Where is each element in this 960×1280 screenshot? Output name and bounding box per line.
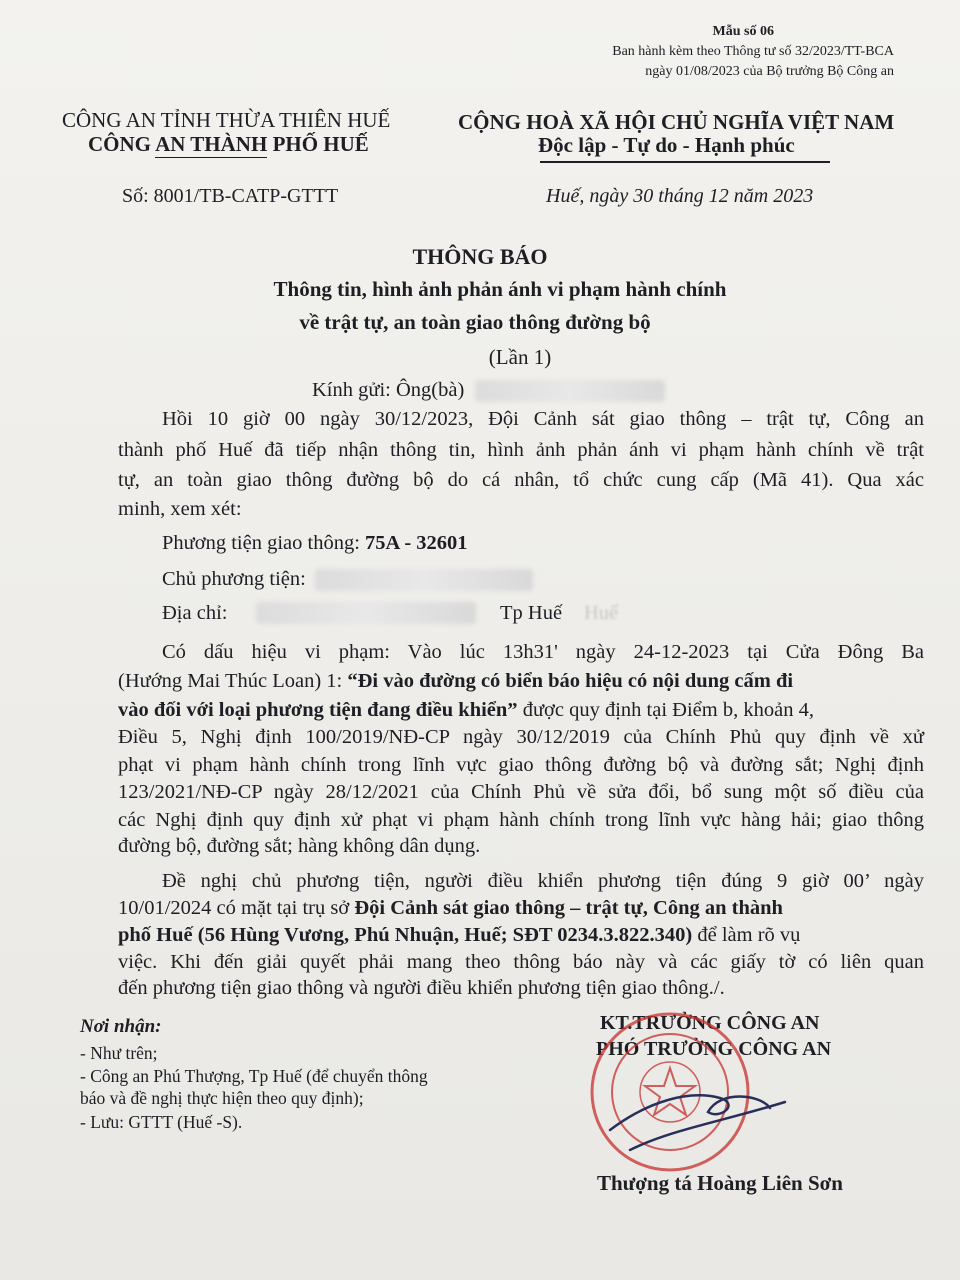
sign-title-1: KT.TRƯỞNG CÔNG AN — [600, 1012, 820, 1034]
violation-line-7: các Nghị định quy định xử phạt vi phạm hành chính trong lĩnh vực hàng hải; giao thông — [118, 809, 924, 831]
form-source — [612, 42, 894, 82]
request-line-3 — [118, 924, 800, 947]
request-line-1: Đề nghị chủ phương tiện, người điều khiển phương tiện đúng 9 giờ 00’ ngày — [162, 870, 924, 892]
intro-line-4: minh, xem xét: — [118, 498, 242, 520]
violation-line-8: đường bộ, đường sắt; hàng không dân dụng. — [118, 835, 481, 857]
violation-line-1: Có dấu hiệu vi phạm: Vào lúc 13h31' ngày 24-12-2023 tại Cửa Đông Ba — [162, 641, 924, 663]
national-motto: Độc lập - Tự do - Hạnh phúc — [538, 133, 795, 157]
recipient-item: - Như trên; — [80, 1043, 158, 1063]
violation-line-2a: (Hướng Mai Thúc Loan) 1: — [118, 670, 348, 692]
redacted-owner — [315, 569, 533, 591]
violation-line-4: Điều 5, Nghị định 100/2019/NĐ-CP ngày 30/12/2019 của Chính Phủ quy định về xử — [118, 726, 924, 748]
request-line-5: đến phương tiện giao thông và người điều khiển phương tiện giao thông./. — [118, 977, 725, 999]
document-title: THÔNG BÁO — [412, 244, 548, 269]
request-line-3b: để làm rõ vụ — [692, 924, 801, 946]
violation-quote-1: “Đi vào đường có biển báo hiệu có nội dung cấm đi — [347, 670, 794, 692]
addressee-label: Kính gửi: Ông(bà) — [312, 379, 465, 401]
signer-name: Thượng tá Hoàng Liên Sơn — [597, 1171, 843, 1195]
place-date: Huế, ngày 30 tháng 12 năm 2023 — [546, 185, 814, 207]
addressee — [312, 379, 665, 402]
sign-title-2: PHÓ TRƯỞNG CÔNG AN — [596, 1038, 832, 1060]
violation-line-6: 123/2021/NĐ-CP ngày 28/12/2021 của Chính Phủ về sửa đổi, bổ sung một số điều của — [118, 781, 924, 803]
vehicle-plate: 75A - 32601 — [365, 532, 468, 554]
form-number: Mẫu số 06 — [712, 24, 774, 39]
request-line-2 — [118, 897, 783, 920]
request-line-2a: 10/01/2024 có mặt tại trụ sở — [118, 897, 355, 919]
document-number: Số: 8001/TB-CATP-GTTT — [122, 185, 339, 207]
notice-count: (Lần 1) — [488, 345, 552, 369]
request-address: phố Huế (56 Hùng Vương, Phú Nhuận, Huế; SĐT 0234.3.822.340) — [118, 924, 693, 946]
recipient-item: - Công an Phú Thượng, Tp Huế (để chuyển thông — [80, 1066, 428, 1086]
agency-name — [88, 132, 369, 157]
nation-title: CỘNG HOÀ XÃ HỘI CHỦ NGHĨA VIỆT NAM — [458, 110, 895, 134]
vehicle-line — [162, 532, 468, 555]
recipient-item: báo và đề nghị thực hiện theo quy định); — [80, 1088, 364, 1108]
intro-line-3: tự, an toàn giao thông đường bộ do cá nhân, tổ chức cung cấp (Mã 41). Qua xác — [118, 469, 924, 491]
document-subtitle-2: về trật tự, an toàn giao thông đường bộ — [299, 310, 651, 334]
recipients-heading: Nơi nhận: — [80, 1016, 162, 1037]
address-label: Địa chỉ: — [162, 602, 228, 624]
violation-line-3 — [118, 699, 814, 722]
violation-quote-2: vào đối với loại phương tiện đang điều khiển” — [118, 699, 518, 721]
motto-underline — [540, 161, 830, 163]
official-seal-icon — [570, 1010, 810, 1180]
recipient-item: - Lưu: GTTT (Huế -S). — [80, 1112, 243, 1132]
document-subtitle-1: Thông tin, hình ảnh phản ánh vi phạm hành chính — [273, 277, 727, 301]
intro-line-1: Hồi 10 giờ 00 ngày 30/12/2023, Đội Cảnh sát giao thông – trật tự, Công an — [162, 408, 924, 430]
violation-line-5: phạt vi phạm hành chính trong lĩnh vực giao thông đường bộ và đường sắt; Nghị định — [118, 754, 924, 776]
owner-label: Chủ phương tiện: — [162, 568, 306, 590]
violation-line-2 — [118, 670, 793, 693]
agency-name-part-a: CÔNG — [88, 132, 156, 156]
redacted-address — [256, 602, 476, 624]
form-source-line-2: ngày 01/08/2023 của Bộ trưởng Bộ Công an — [645, 64, 894, 79]
form-source-line-1: Ban hành kèm theo Thông tư số 32/2023/TT-BCA — [612, 44, 894, 59]
owner-line — [162, 568, 533, 591]
agency-parent: CÔNG AN TỈNH THỪA THIÊN HUẾ — [62, 108, 391, 132]
request-line-4: việc. Khi đến giải quyết phải mang theo thông báo này và các giấy tờ có liên quan — [118, 951, 924, 973]
vehicle-label: Phương tiện giao thông: — [162, 532, 366, 554]
request-office: Đội Cảnh sát giao thông – trật tự, Công an thành — [354, 897, 783, 919]
address-faint: Huế — [584, 602, 619, 624]
agency-name-part-c: PHỐ HUẾ — [267, 132, 369, 156]
redacted-name — [475, 380, 665, 402]
address-city: Tp Huế — [500, 602, 563, 624]
intro-line-2: thành phố Huế đã tiếp nhận thông tin, hình ảnh phản ánh vi phạm hành chính về trật — [118, 439, 924, 461]
agency-name-part-b: AN THÀNH — [155, 132, 268, 156]
violation-line-3b: được quy định tại Điểm b, khoản 4, — [517, 699, 814, 721]
